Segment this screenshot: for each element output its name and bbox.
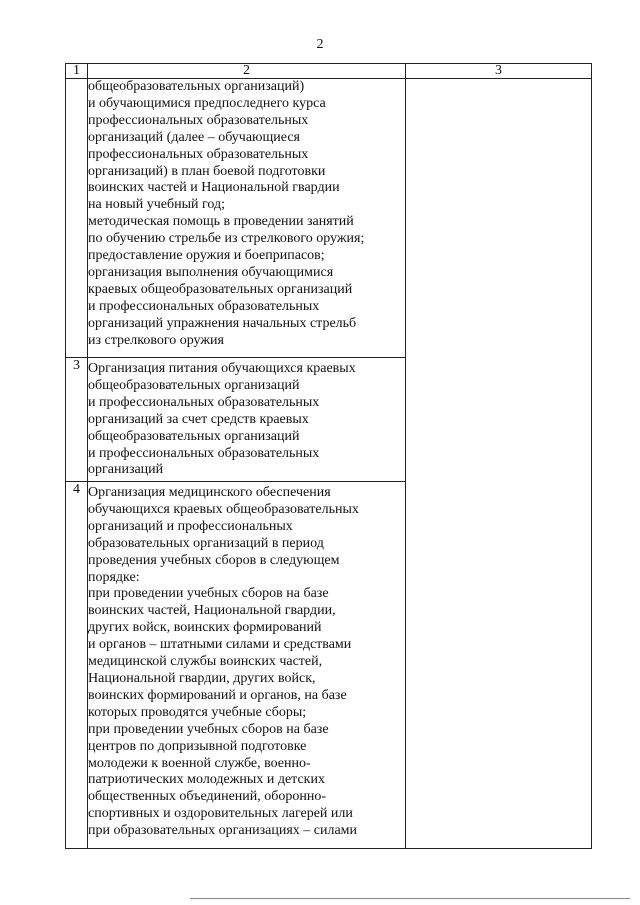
text-line: и профессиональных образовательных — [88, 445, 320, 461]
text-line: порядке: — [88, 569, 140, 585]
text-line: и обучающимися предпоследнего курса — [88, 95, 326, 111]
header-col-3: 3 — [406, 64, 592, 79]
text-line: организаций — [88, 462, 164, 478]
text-line: центров по допризывной подготовке — [88, 738, 307, 754]
text-line: общеобразовательных организаций — [88, 428, 300, 444]
text-line: и профессиональных образовательных — [88, 394, 320, 410]
text-line: организаций) в план боевой подготовки — [88, 163, 326, 179]
text-line: воинских формирований и органов, на базе — [88, 687, 347, 703]
text-line: медицинской службы воинских частей, — [88, 654, 323, 670]
text-line: организаций за счет средств краевых — [88, 411, 309, 427]
text-line: Организация медицинского обеспечения — [88, 485, 331, 500]
row-text — [88, 79, 406, 358]
column-3-cell — [406, 79, 592, 849]
row-number: 3 — [66, 358, 88, 482]
text-line: проведения учебных сборов в следующем — [88, 552, 340, 568]
text-line: воинских частей, Национальной гвардии, — [88, 603, 336, 619]
row-text — [88, 482, 406, 849]
text-line: по обучению стрельбе из стрелкового оружия; — [88, 231, 365, 247]
text-line: общеобразовательных организаций — [88, 377, 300, 393]
document-table — [65, 63, 592, 849]
header-col-1: 1 — [66, 64, 88, 79]
text-line: обучающихся краевых общеобразовательных — [88, 501, 359, 517]
text-line: организаций и профессиональных — [88, 518, 293, 534]
text-line: Национальной гвардии, других войск, — [88, 670, 316, 686]
row-number: 4 — [66, 482, 88, 849]
text-line: организация выполнения обучающимися — [88, 264, 334, 280]
text-line: патриотических молодежных и детских — [88, 772, 325, 788]
row-text — [88, 358, 406, 482]
page-number: 2 — [316, 37, 324, 52]
text-line: при образовательных организациях – силами — [88, 823, 358, 839]
text-line: других войск, воинских формирований — [88, 620, 322, 636]
table-header-row — [66, 64, 592, 79]
text-line: спортивных и оздоровительных лагерей или — [88, 806, 353, 822]
row-number — [66, 79, 88, 358]
bottom-rule — [190, 898, 630, 899]
text-line: и профессиональных образовательных — [88, 298, 320, 314]
text-line: Организация питания обучающихся краевых — [88, 361, 356, 376]
text-line: профессиональных образовательных — [88, 146, 309, 162]
text-line: образовательных организаций в период — [88, 535, 324, 551]
text-line: молодежи к военной службе, военно- — [88, 755, 311, 771]
text-line: общественных объединений, оборонно- — [88, 789, 327, 805]
text-line: и органов – штатными силами и средствами — [88, 637, 352, 653]
text-line: организаций (далее – обучающиеся — [88, 129, 300, 145]
header-col-2: 2 — [88, 64, 406, 79]
text-line: воинских частей и Национальной гвардии — [88, 180, 340, 196]
text-line: предоставление оружия и боеприпасов; — [88, 248, 325, 264]
text-line: организаций упражнения начальных стрельб — [88, 315, 357, 331]
text-line: краевых общеобразовательных организаций — [88, 281, 353, 297]
text-line: при проведении учебных сборов на базе — [88, 721, 329, 737]
text-line: профессиональных образовательных — [88, 112, 309, 128]
text-line: на новый учебный год; — [88, 197, 225, 213]
text-line: при проведении учебных сборов на базе — [88, 586, 329, 602]
text-line: методическая помощь в проведении занятий — [88, 214, 354, 230]
text-line: из стрелкового оружия — [88, 332, 224, 348]
text-line: общеобразовательных организаций) — [88, 79, 305, 94]
text-line: которых проводятся учебные сборы; — [88, 704, 307, 720]
table-row — [66, 79, 592, 358]
